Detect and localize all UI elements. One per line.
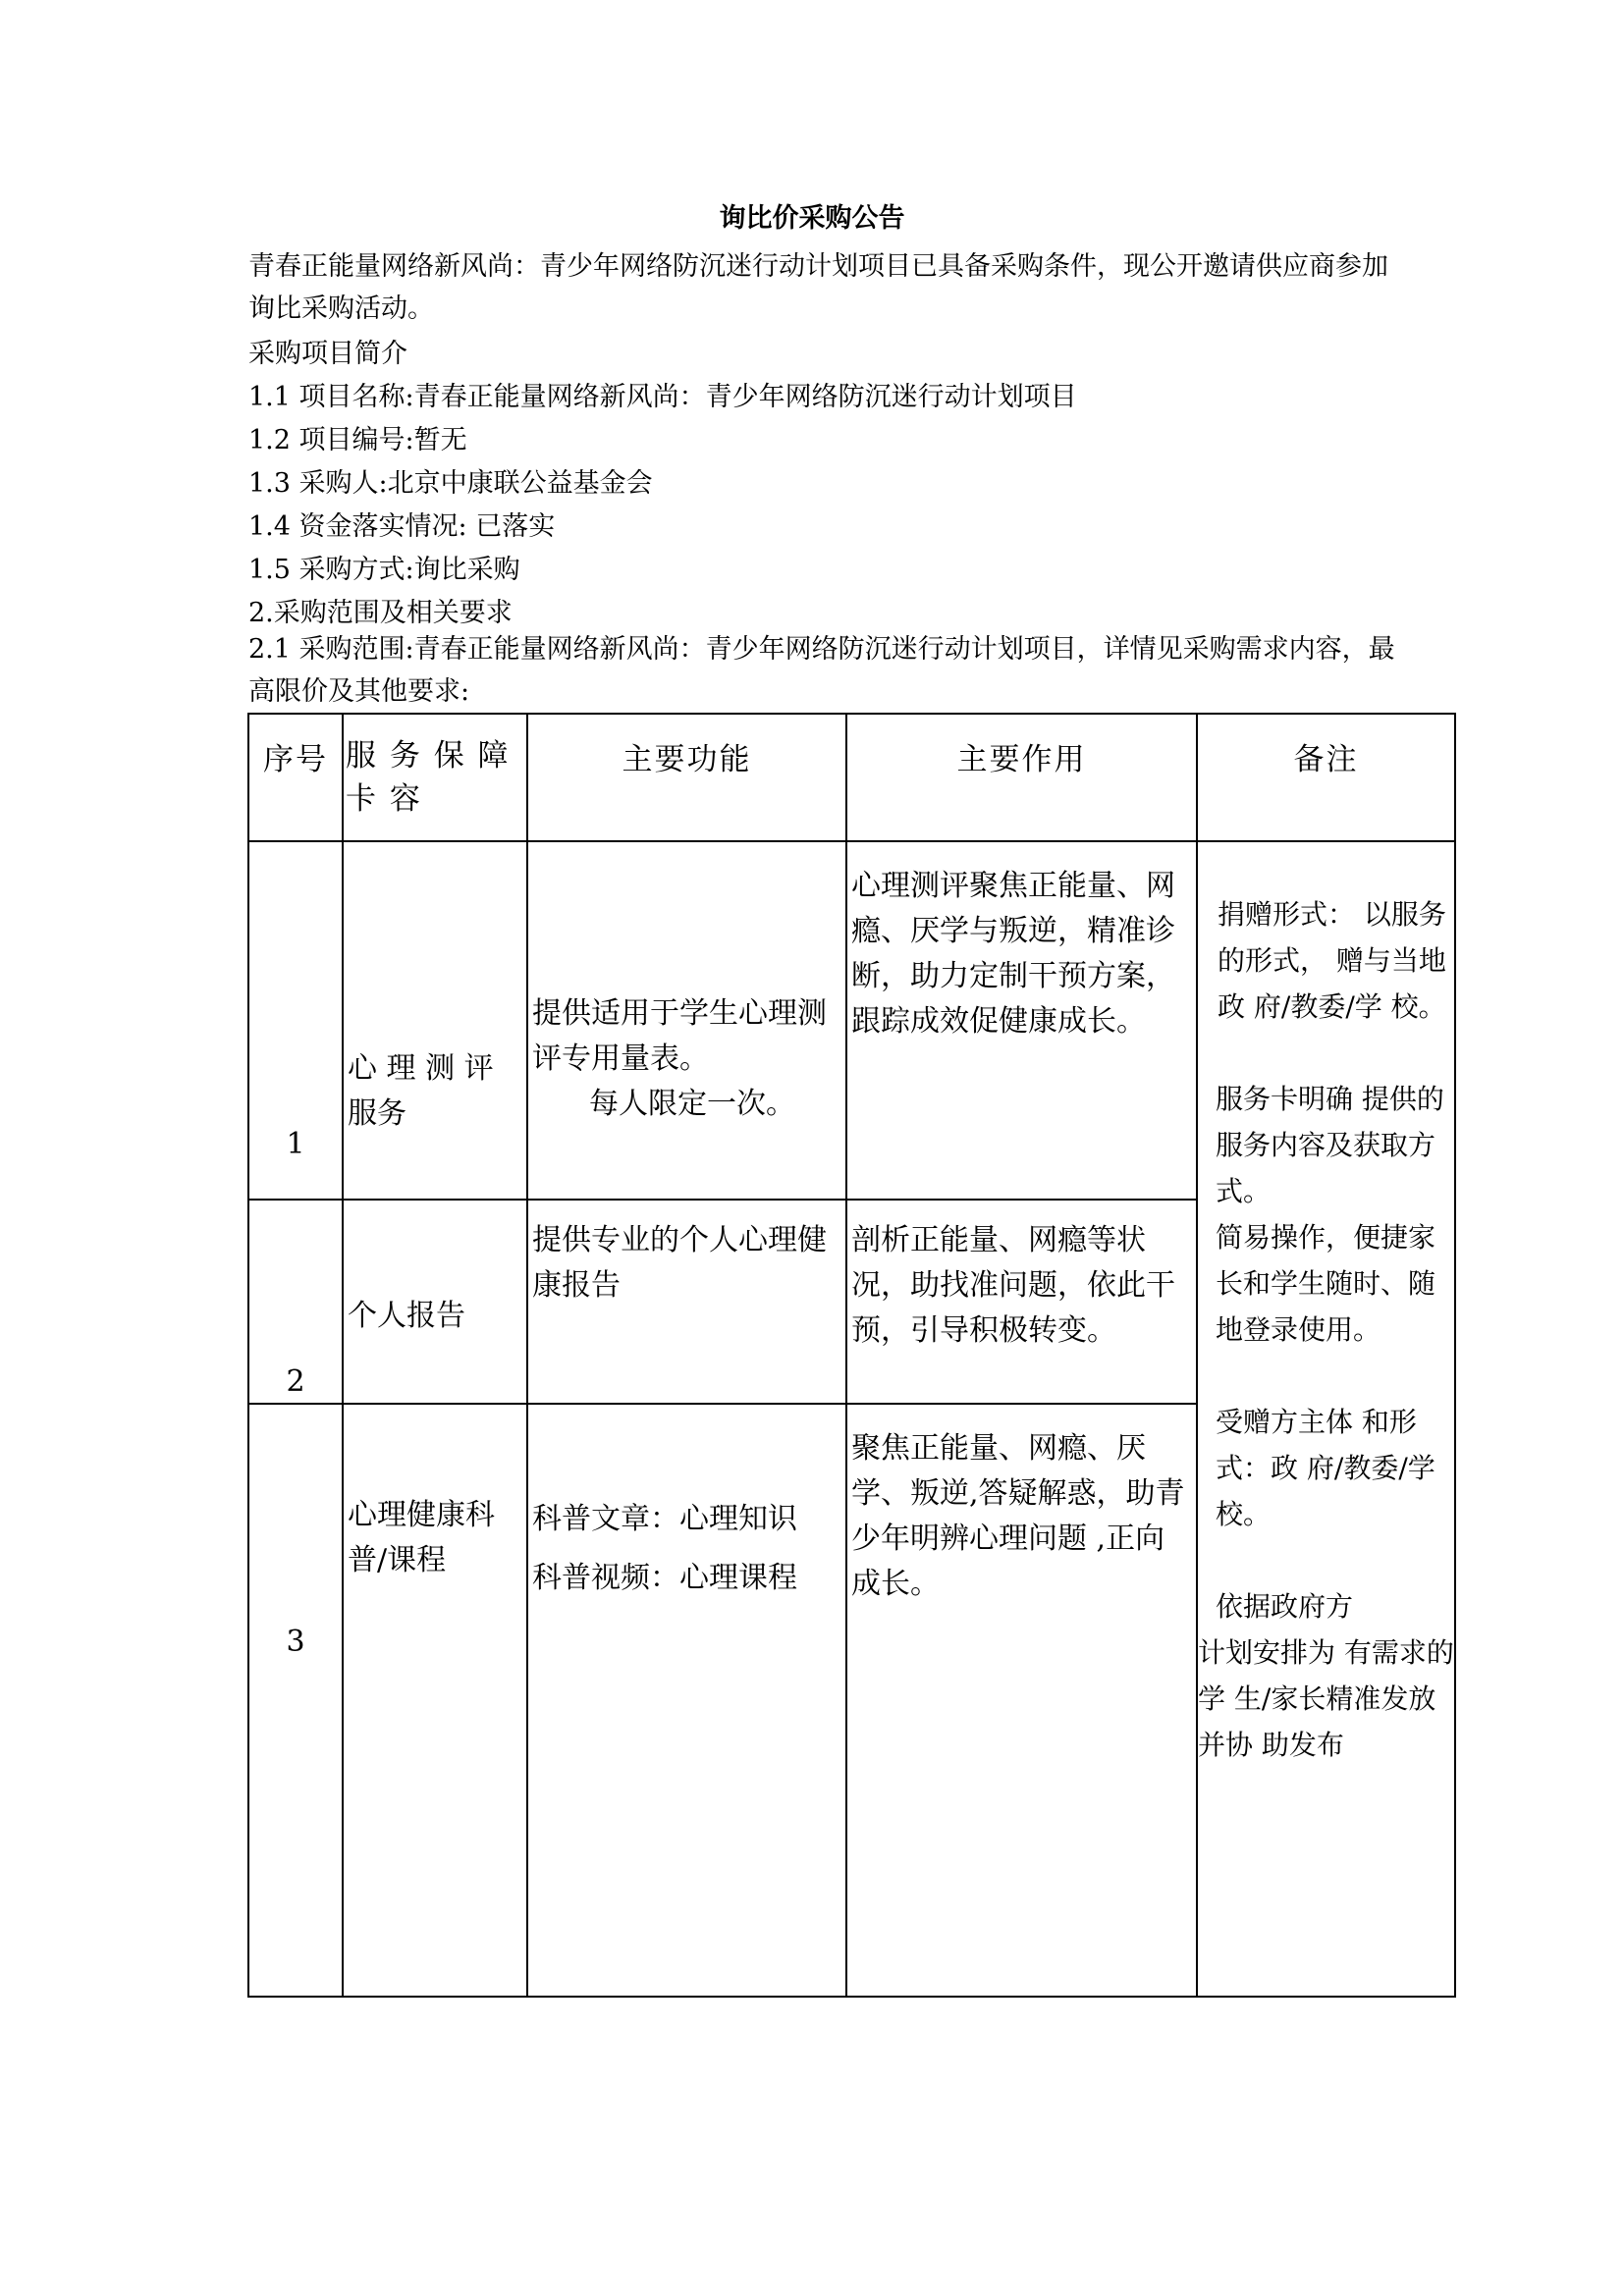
row2-function-a: 提供专业的个人心理健康报告 bbox=[532, 1223, 827, 1303]
table-row bbox=[248, 841, 1455, 1200]
row1-function-b: 每人限定一次。 bbox=[589, 1087, 795, 1121]
row1-seq: 1 bbox=[248, 841, 343, 1200]
remark-p4: 受赠方主体 和形式：政 府/教委/学校。 bbox=[1216, 1406, 1435, 1530]
requirements-table bbox=[247, 713, 1456, 1998]
row3-seq: 3 bbox=[248, 1404, 343, 1997]
header-effect: 主要作用 bbox=[846, 714, 1197, 841]
section2-heading: 2.采购范围及相关要求 bbox=[248, 598, 513, 628]
item-1-3: 1.3 采购人:北京中康联公益基金会 bbox=[248, 468, 653, 499]
remark-p3: 简易操作，便捷家长和学生随时、随地登录使用。 bbox=[1216, 1221, 1436, 1346]
remark-p1: 捐赠形式： 以服务的形式， 赠与当地政 府/教委/学 校。 bbox=[1218, 898, 1446, 1023]
row2-effect-text: 剖析正能量、网瘾等状况，助找准问题，依此干预，引导积极转变。 bbox=[851, 1223, 1175, 1348]
item-1-2: 1.2 项目编号:暂无 bbox=[248, 425, 467, 455]
page-title: 询比价采购公告 bbox=[719, 203, 905, 234]
section1-heading: 采购项目简介 bbox=[248, 339, 407, 369]
remark-cell bbox=[1197, 841, 1455, 1997]
row1-effect bbox=[846, 841, 1197, 1200]
intro-paragraph: 青春正能量网络新风尚：青少年网络防沉迷行动计划项目已具备采购条件，现公开邀请供应商参加询比采购活动。 bbox=[248, 251, 1388, 324]
table-header-row bbox=[248, 714, 1455, 841]
row2-seq: 2 bbox=[248, 1200, 343, 1404]
header-seq: 序号 bbox=[248, 714, 343, 841]
row3-effect bbox=[846, 1404, 1197, 1997]
row1-function bbox=[527, 841, 846, 1200]
item-1-1: 1.1 项目名称:青春正能量网络新风尚：青少年网络防沉迷行动计划项目 bbox=[248, 382, 1077, 412]
row2-service-text: 个人报告 bbox=[348, 1299, 465, 1333]
row2-service bbox=[343, 1200, 527, 1404]
row3-service bbox=[343, 1404, 527, 1997]
item-1-4: 1.4 资金落实情况: 已落实 bbox=[248, 511, 556, 542]
remark-p5b: 计划安排为 有需求的学 生/家长精准发放并协 助发布 bbox=[1198, 1636, 1454, 1761]
header-function: 主要功能 bbox=[527, 714, 846, 841]
header-remark: 备注 bbox=[1197, 714, 1455, 841]
row3-effect-text: 聚焦正能量、网瘾、厌学、叛逆,答疑解惑，助青少年明辨心理问题 ,正向成长。 bbox=[851, 1431, 1185, 1601]
remark-p5a: 依据政府方 bbox=[1216, 1590, 1354, 1623]
row1-function-a: 提供适用于学生心理测评专用量表。 bbox=[532, 996, 827, 1076]
remark-p2: 服务卡明确 提供的服务内容及获取方式。 bbox=[1216, 1083, 1444, 1207]
row2-function bbox=[527, 1200, 846, 1404]
item-1-5: 1.5 采购方式:询比采购 bbox=[248, 555, 520, 585]
row1-service bbox=[343, 841, 527, 1200]
row1-effect-text: 心理测评聚焦正能量、网瘾、厌学与叛逆，精准诊断，助力定制干预方案，跟踪成效促健康成长。 bbox=[851, 869, 1175, 1039]
row3-function-b: 科普视频：心理课程 bbox=[532, 1561, 797, 1595]
row3-service-text: 心理健康科普/课程 bbox=[348, 1498, 495, 1577]
scope-paragraph: 2.1 采购范围:青春正能量网络新风尚：青少年网络防沉迷行动计划项目，详情见采购需求内容，最高限价及其他要求: bbox=[248, 634, 1395, 707]
row2-effect bbox=[846, 1200, 1197, 1404]
row3-function bbox=[527, 1404, 846, 1997]
header-service: 服 务 保 障 卡 容 bbox=[343, 714, 527, 841]
row1-service-text: 心 理 测 评 服务 bbox=[348, 1051, 494, 1131]
row3-function-a: 科普文章：心理知识 bbox=[532, 1502, 797, 1536]
